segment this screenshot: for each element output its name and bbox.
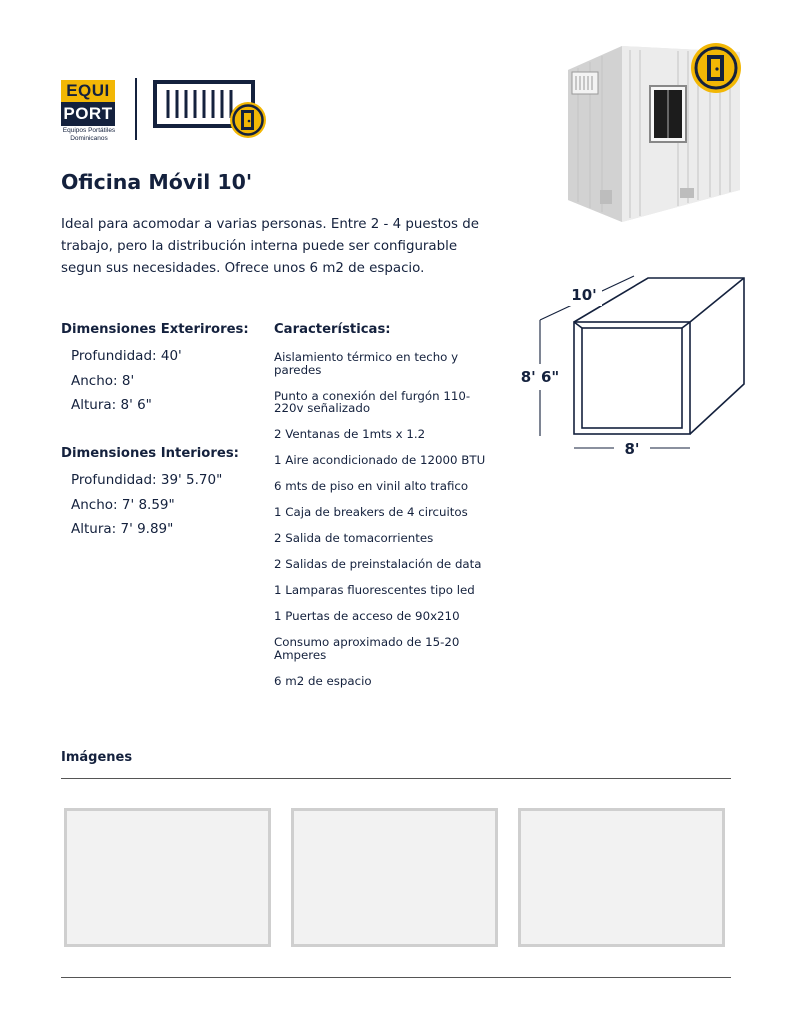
image-placeholder-2[interactable] [291,808,498,947]
feature-item: Aislamiento térmico en techo y paredes [274,350,459,377]
description: Ideal para acomodar a varias personas. Entre 2 - 4 puestos de trabajo, pero la distribución interna puede ser configurable segun sus necesidades. Ofrece unos 6 m2 de espacio. [61,217,480,276]
feature-item: 6 m2 de espacio [274,673,372,688]
logo-port-text: PORT [61,102,115,126]
width-label: 8' [624,440,640,458]
logo-divider [135,78,137,140]
exterior-height: Altura: 8' 6" [71,397,152,413]
feature-item: 2 Salida de tomacorrientes [274,531,434,545]
brand-logo [61,80,115,126]
logo-equi-text: EQUI [61,80,115,102]
exterior-list [61,344,182,418]
images-heading: Imágenes [61,750,133,765]
divider-bottom [61,977,731,978]
interior-height: Altura: 7' 9.89" [71,521,174,537]
exterior-heading: Dimensiones Exterirores: [61,322,249,337]
image-placeholder-1[interactable] [64,808,271,947]
feature-item: 2 Ventanas de 1mts x 1.2 [274,427,426,441]
feature-item: 6 mts de piso en vinil alto trafico [274,479,469,493]
interior-width: Ancho: 7' 8.59" [71,496,175,513]
depth-label: 10' [571,286,597,304]
features-list [274,351,494,701]
container-door-icon [152,78,268,140]
divider-top [61,778,731,779]
product-photo [560,40,750,225]
exterior-depth: Profundidad: 40' [71,348,182,364]
interior-heading: Dimensiones Interiores: [61,446,239,461]
brand-tagline: Equipos Portátiles Dominicanos [62,127,116,142]
exterior-width: Ancho: 8' [71,372,135,389]
page-title: Oficina Móvil 10' [61,170,253,194]
feature-item: Punto a conexión del furgón 110-220v señalizado [274,388,471,415]
dimension-lines [540,276,690,448]
dimension-diagram [510,270,750,462]
image-placeholder-3[interactable] [518,808,725,947]
features-heading: Características: [274,322,391,337]
feature-item: 1 Aire acondicionado de 12000 BTU [274,453,486,467]
feature-item: 1 Caja de breakers de 4 circuitos [274,505,468,519]
interior-list [61,468,222,542]
feature-item: 1 Puertas de acceso de 90x210 [274,609,460,623]
interior-depth: Profundidad: 39' 5.70" [71,472,223,488]
feature-item: Consumo aproximado de 15-20 Amperes [274,635,460,662]
feature-item: 2 Salidas de preinstalación de data [274,557,482,571]
height-label: 8' 6" [520,368,560,386]
feature-item: 1 Lamparas fluorescentes tipo led [274,583,475,597]
